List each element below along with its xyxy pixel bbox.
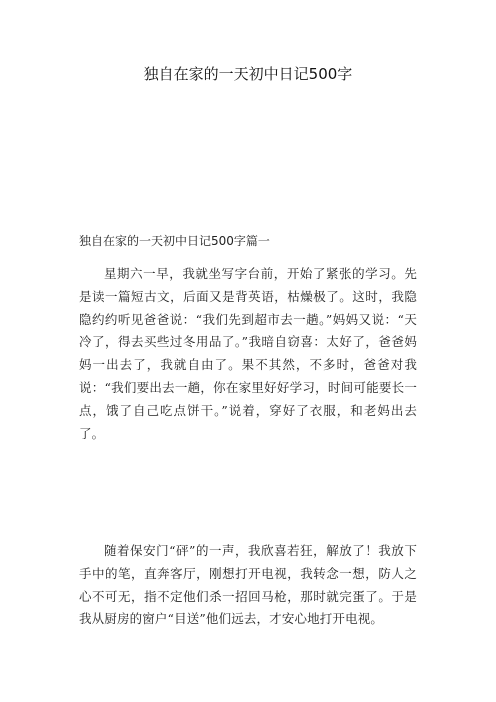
document-title: 独自在家的一天初中日记500字: [143, 65, 353, 83]
paragraph-2: 随着保安门“砰”的一声，我欣喜若狂，解放了！我放下手中的笔，直奔客厅，刚想打开电视，我转念一想，防人之心不可无，指不定他们杀一招回马枪，那时就完蛋了。于是我从厨房的窗户“目送”他们远去，才安心地打开电视。: [79, 543, 417, 627]
paragraph-1: 星期六一早，我就坐写字台前，开始了紧张的学习。先是读一篇短古文，后面又是背英语，枯燥极了。这时，我隐隐约约听见爸爸说：“我们先到超市去一趟。”妈妈又说：“天冷了，得去买些过冬用品了。”我暗自窃喜：太好了，爸爸妈妈一出去了，我就自由了。果不其然，不多时，爸爸对我说：“我们要出去一趟，你在家里好好学习，时间可能要长一点，饿了自己吃点饼干。”说着，穿好了衣服，和老妈出去了。: [79, 266, 417, 441]
section-heading: 独自在家的一天初中日记500字篇一: [79, 234, 270, 248]
